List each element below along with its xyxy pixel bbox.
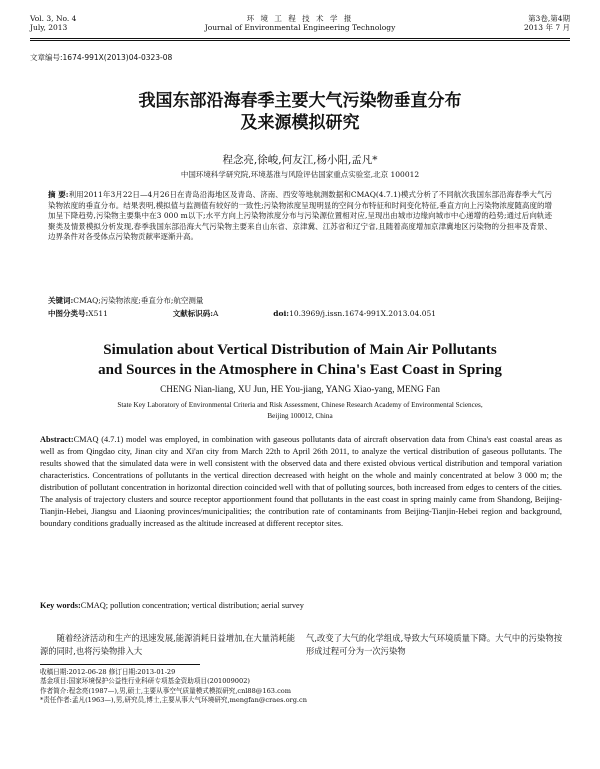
keywords-en-text: CMAQ; pollution concentration; vertical distribution; aerial survey	[80, 601, 304, 610]
abstract-cn	[48, 190, 552, 243]
article-id: 文章编号:1674-991X(2013)04-0323-08	[30, 53, 173, 62]
title-cn-line-1: 我国东部沿海春季主要大气污染物垂直分布	[138, 91, 462, 111]
abstract-cn-text: 利用2011年3月22日—4月26日在青岛沿海地区及青岛、济南、西安等地航测数据和CMAQ(4.7.1)模式分析了不同航次我国东部沿海春季大气污染物浓度的垂直分布。结果表明,模拟值与监测值有较好的一致性;污染物浓度呈现明显的空间分布特征和时间变化特征,垂直方向上污染物浓度随高度的增加呈下降趋势,污染物主要集中在3 000 m以下;水平方向上污染物浓度分布与污染源位置相对应,呈现出由城市边缘向城市中心递增的趋势;通过后向轨迹聚类及情景模拟分析发现,春季我国东部沿海大气污染物主要来自山东省、京津冀、江苏省和辽宁省,且随着高度增加京津冀地区污染物的分担率及背景、边界条件对各受体点污染物贡献率逐渐升高。	[48, 190, 552, 242]
issue-date: July, 2013	[30, 23, 68, 32]
abstract-en-text: CMAQ (4.7.1) model was employed, in combination with gaseous pollutants data of aircraft observation data from China's east coastal areas as well as from Qingdao city, Jinan city and Xi'an city from March 22th to April 26th 2011, to analyze the vertical distribution of gaseous pollutants. The results showed that the simulated data were in well consistent with the observed data and there existed obvious vertical distribution and temporal variation characteristics. Concentrations of pollutants in the vertical direction decreased with height on the whole and mainly concentrated at below 3 000 m; the distribution of pollutant concentration in horizontal direction coincided well with that of polluting sources, both increased from edges to centers of the cities. The analysis of trajectory clusters and source receptor apportionment found that pollutants in the east coast in spring mainly came from Shandong, Beijing-Tianjin-Hebei, Jiangsu and Liaoning provinces/municipalities; the contribution rate of contaminants from Beijing-Tianjin-Hebei region and background, boundary conditions gradually increased as the altitude increased at different receptor sites.	[40, 435, 562, 528]
abstract-cn-label: 摘 要:	[48, 190, 69, 199]
abstract-en-label: Abstract:	[40, 435, 74, 444]
footnote-author: 作者简介:程念亮(1987—),男,硕士,主要从事空气质量模式模拟研究,cnl88@163.com	[40, 686, 292, 695]
classification-line	[48, 309, 552, 320]
issue-date-cn: 2013 年 7 月	[523, 23, 570, 32]
title-en-line-1: Simulation about Vertical Distribution of Main Air Pollutants	[103, 342, 497, 358]
keywords-en	[40, 600, 562, 612]
header-center	[150, 14, 450, 32]
volume-issue: Vol. 3, No. 4	[30, 14, 77, 23]
header-rule	[30, 38, 570, 39]
affiliation-en-line-2: Beijing 100012, China	[267, 412, 333, 420]
doi-label: doi:	[273, 309, 290, 318]
abstract-en	[40, 434, 562, 530]
footnote-funding: 基金项目:国家环境保护公益性行业科研专项基金资助项目(201009002)	[40, 677, 250, 686]
authors-en: CHENG Nian-liang, XU Jun, HE You-jiang, YANG Xiao-yang, MENG Fan	[160, 384, 440, 394]
keywords-cn	[48, 296, 552, 307]
page-title-en	[30, 340, 570, 380]
journal-title-en: Journal of Environmental Engineering Technology	[204, 23, 396, 32]
footnote-dates: 收稿日期:2012-06-28 修订日期:2013-01-29	[40, 668, 176, 676]
footnotes	[40, 668, 560, 706]
affiliation-en	[30, 400, 570, 422]
keywords-cn-label: 关键词:	[48, 296, 74, 305]
volume-issue-cn: 第3卷,第4期	[528, 14, 570, 23]
footnote-rule	[40, 664, 200, 665]
clc-label: 中图分类号:	[48, 309, 89, 318]
page-title-cn	[30, 90, 570, 134]
header-rule-thin	[30, 40, 570, 41]
header-left	[30, 14, 76, 32]
header-right	[524, 14, 570, 32]
title-en-line-2: and Sources in the Atmosphere in China's East Coast in Spring	[98, 362, 502, 378]
affiliation-cn: 中国环境科学研究院,环境基准与风险评估国家重点实验室,北京 100012	[180, 170, 420, 179]
authors-cn: 程念亮,徐峻,何友江,杨小阳,孟凡*	[222, 154, 378, 166]
body-column-left: 随着经济活动和生产的迅速发展,能源消耗日益增加,在大量消耗能源的同时,也将污染物排入大	[40, 633, 295, 656]
footnote-corresponding: *责任作者:孟凡(1963—),男,研究员,博士,主要从事大气环境研究,mengfan@craes.org.cn	[40, 696, 307, 705]
keywords-en-label: Key words:	[40, 601, 81, 610]
doc-code-label: 文献标识码:	[172, 309, 213, 318]
body-column-right: 气,改变了大气的化学组成,导致大气环境质量下降。大气中的污染物按形成过程可分为一次污染物	[306, 633, 562, 656]
doi-value: 10.3969/j.issn.1674-991X.2013.04.051	[289, 309, 437, 318]
affiliation-en-line-1: State Key Laboratory of Environmental Criteria and Risk Assessment, Chinese Research Academy of Environmental Sciences,	[117, 401, 483, 409]
doc-code-value: A	[213, 309, 219, 318]
title-cn-line-2: 及来源模拟研究	[240, 113, 360, 133]
clc-value: X511	[88, 309, 108, 318]
journal-title-cn: 环 境 工 程 技 术 学 报	[246, 14, 354, 23]
keywords-cn-text: CMAQ;污染物浓度;垂直分布;航空测量	[73, 296, 204, 305]
